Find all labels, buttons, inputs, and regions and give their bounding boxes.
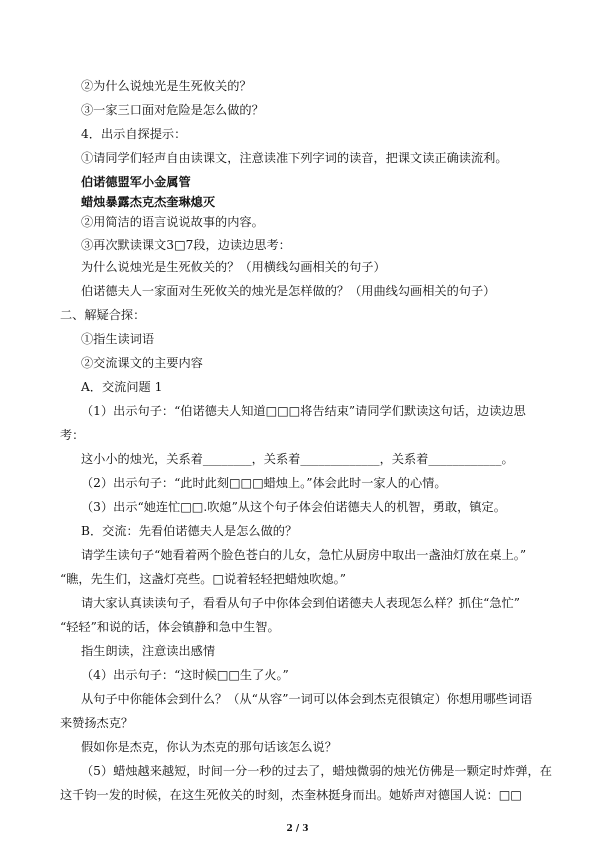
text-line: 假如你是杰克，你认为杰克的那句话该怎么说？	[81, 740, 337, 754]
fill-in-blank-line: 这小小的烛光，关系着________，关系着_____________，关系着____________。	[81, 452, 514, 466]
text-line: 这千钧一发的时候，在这生死攸关的时刻，杰奎林挺身而出。她娇声对德国人说：□□	[60, 788, 522, 802]
text-line: （5）蜡烛越来越短，时间一分一秒的过去了，蜡烛微弱的烛光仿佛是一颗定时炸弹，在	[81, 764, 552, 778]
text-line: ③再次默读课文3□7段，边读边思考：	[81, 238, 291, 252]
section-heading: 二、解疑合探：	[60, 308, 146, 322]
text-line: B．交流：先看伯诺德夫人是怎么做的？	[81, 524, 298, 538]
text-line: 请大家认真读读句子，看看从句子中你体会到伯诺德夫人表现怎么样？抓住“急忙”	[81, 596, 521, 610]
text-line: 伯诺德夫人一家面对生死攸关的烛光是怎样做的？（用曲线勾画相关的句子）	[81, 284, 496, 298]
text-line: （1）出示句子：“伯诺德夫人知道□□□将告结束”请同学们默读这句话，边读边思	[81, 404, 526, 418]
text-line: 请学生读句子“她看着两个脸色苍白的儿女，急忙从厨房中取出一盏油灯放在桌上。”	[81, 548, 527, 562]
text-line: （2）出示句子：“此时此刻□□□蜡烛上。”体会此时一家人的心情。	[81, 476, 447, 490]
text-line: 指生朗读，注意读出感情	[81, 644, 216, 658]
text-line: 为什么说烛光是生死攸关的？（用横线勾画相关的句子）	[81, 260, 386, 274]
text-line: “轻轻”和说的话，体会镇静和急中生智。	[60, 620, 280, 634]
bold-word-list: 蜡烛暴露杰克杰奎琳熄灭	[81, 195, 216, 209]
text-line: “瞧，先生们，这盏灯亮些。□说着轻轻把蜡烛吹熄。”	[60, 572, 347, 586]
text-line: （4）出示句子：“这时候□□生了火。”	[81, 668, 289, 682]
text-line: 考：	[60, 428, 85, 442]
bold-word-list: 伯诺德盟军小金属管	[81, 175, 191, 189]
text-line: ①指生读词语	[81, 332, 155, 346]
text-line: 4．出示自探提示：	[81, 127, 187, 141]
text-line: ②用简洁的语言说说故事的内容。	[81, 215, 264, 229]
text-line: ②为什么说烛光是生死攸关的？	[81, 79, 252, 93]
text-line: ②交流课文的主要内容	[81, 356, 203, 370]
page-number: 2 / 3	[286, 824, 309, 834]
text-line: ①请同学们轻声自由读课文，注意读准下列字词的读音，把课文读正确读流利。	[81, 151, 508, 165]
text-line: 来赞扬杰克？	[60, 716, 134, 730]
text-line: 从句子中你能体会到什么？（从“从容”一词可以体会到杰克很镇定）你想用哪些词语	[81, 692, 533, 706]
text-line: （3）出示“她连忙□□.吹熄”从这个句子体会伯诺德夫人的机智，勇敢，镇定。	[81, 500, 506, 514]
text-line: A．交流问题 1	[81, 380, 163, 394]
text-line: ③一家三口面对危险是怎么做的？	[81, 103, 264, 117]
